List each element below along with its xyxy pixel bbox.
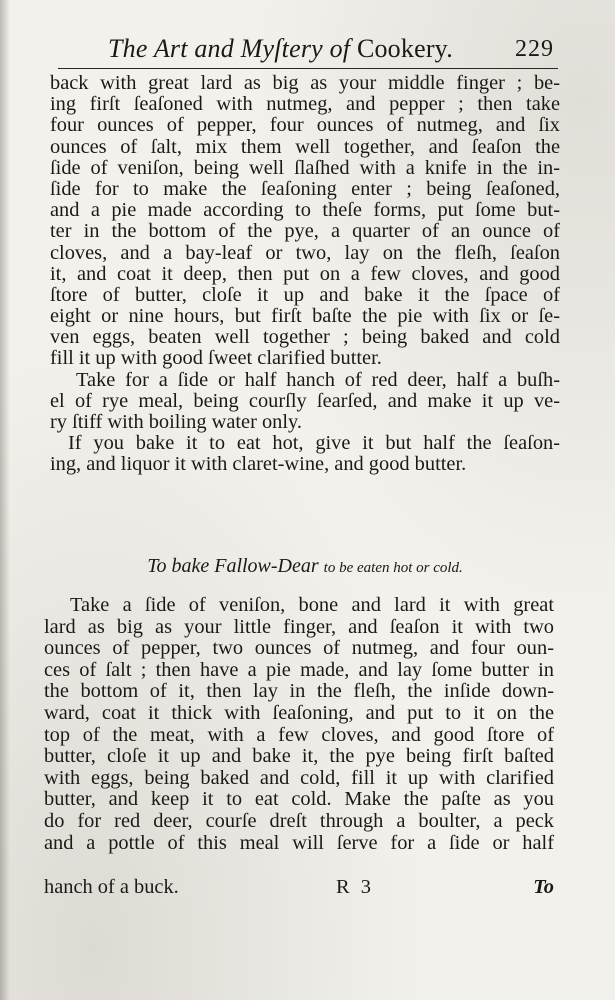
text-line: ing firſt ſeaſoned with nutmeg, and pepper ; then take [50, 93, 560, 116]
text-line: and a pottle of this meal will ſerve for a ſide or half [44, 831, 554, 854]
text-line: ounces of pepper, two ounces of nutmeg, and four oun- [44, 637, 554, 660]
text-line: eight or nine hours, but firſt baſte the pie with ſix or ſe- [50, 305, 560, 328]
text-line: el of rye meal, being courſly ſearſed, and make it up ve- [50, 389, 560, 412]
catchword: To [533, 876, 554, 898]
paragraph-bake-hot [50, 433, 560, 475]
text-line: ſide for to make the ſeaſoning enter ; being ſeaſoned, [50, 177, 560, 200]
text-line: Take a ſide of veniſon, bone and lard it with great [70, 594, 554, 616]
text-line: lard as big as your little finger, and ſeaſon it with two [44, 615, 554, 638]
text-line: butter, and keep it to eat cold. Make the paſte as you [44, 788, 554, 811]
text-block-continuation [50, 73, 560, 476]
paragraph-red-deer [50, 370, 560, 434]
text-line: If you bake it to eat hot, give it but half the ſeaſon- [68, 432, 560, 455]
final-text-line: hanch of a buck. [44, 876, 179, 898]
text-line: ward, coat it thick with ſeaſoning, and put to it on the [44, 701, 554, 724]
text-line: ſtore of butter, cloſe it up and bake it the ſpace of [50, 283, 560, 306]
text-line: butter, cloſe it up and bake it, the pye being firſt baſted [44, 745, 554, 768]
text-block-fallow-deer [44, 595, 554, 854]
running-title-italic: The Art and Myſtery of [108, 34, 351, 63]
text-line: ounces of ſalt, mix them well together, and ſeaſon the [50, 135, 560, 158]
signature-mark: R 3 [336, 876, 374, 898]
running-title-roman: Cookery. [356, 34, 453, 63]
text-line: four ounces of pepper, four ounces of nutmeg, and ſix [50, 114, 560, 137]
text-line: fill it up with good ſweet clarified butter. [50, 347, 382, 370]
page-number: 229 [515, 36, 554, 62]
text-line: do for red deer, courſe dreſt through a boulter, a peck [44, 809, 554, 832]
text-line: and a pie made according to theſe forms, put ſome but- [50, 199, 560, 222]
recipe-heading-sub: to be eaten hot or cold. [323, 560, 463, 576]
text-line: ven eggs, beaten well together ; being baked and cold [50, 326, 560, 349]
text-line: top of the meat, with a few cloves, and good ſtore of [44, 723, 554, 746]
page-footer [44, 876, 554, 900]
recipe-heading-main: To bake Fallow-Dear [147, 555, 319, 577]
text-line: ry ſtiff with boiling water only. [50, 411, 303, 433]
text-line: ces of ſalt ; then have a pie made, and lay ſome butter in [44, 658, 554, 681]
spine-shadow [0, 0, 10, 1000]
text-line: with eggs, being baked and cold, fill it up with clarified [44, 766, 554, 789]
text-line: Take for a ſide or half hanch of red deer, half a buſh- [76, 368, 560, 391]
page-header [58, 30, 558, 69]
running-title [108, 34, 453, 64]
text-line: ter in the bottom of the pye, a quarter of an ounce of [50, 220, 560, 243]
text-line: it, and coat it deep, then put on a few cloves, and good [50, 262, 560, 285]
recipe-heading [50, 555, 560, 578]
text-line: the bottom of it, then lay in the fleſh, the inſide down- [44, 680, 554, 703]
text-line: back with great lard as big as your middle finger ; be- [50, 72, 560, 94]
text-line: ſide of veniſon, being well ſlaſhed with a knife in the in- [50, 156, 560, 179]
paragraph-continuation [50, 73, 560, 370]
text-line: cloves, and a bay-leaf or two, lay on the fleſh, ſeaſon [50, 241, 560, 264]
text-line: ing, and liquor it with claret-wine, and good butter. [50, 453, 467, 476]
